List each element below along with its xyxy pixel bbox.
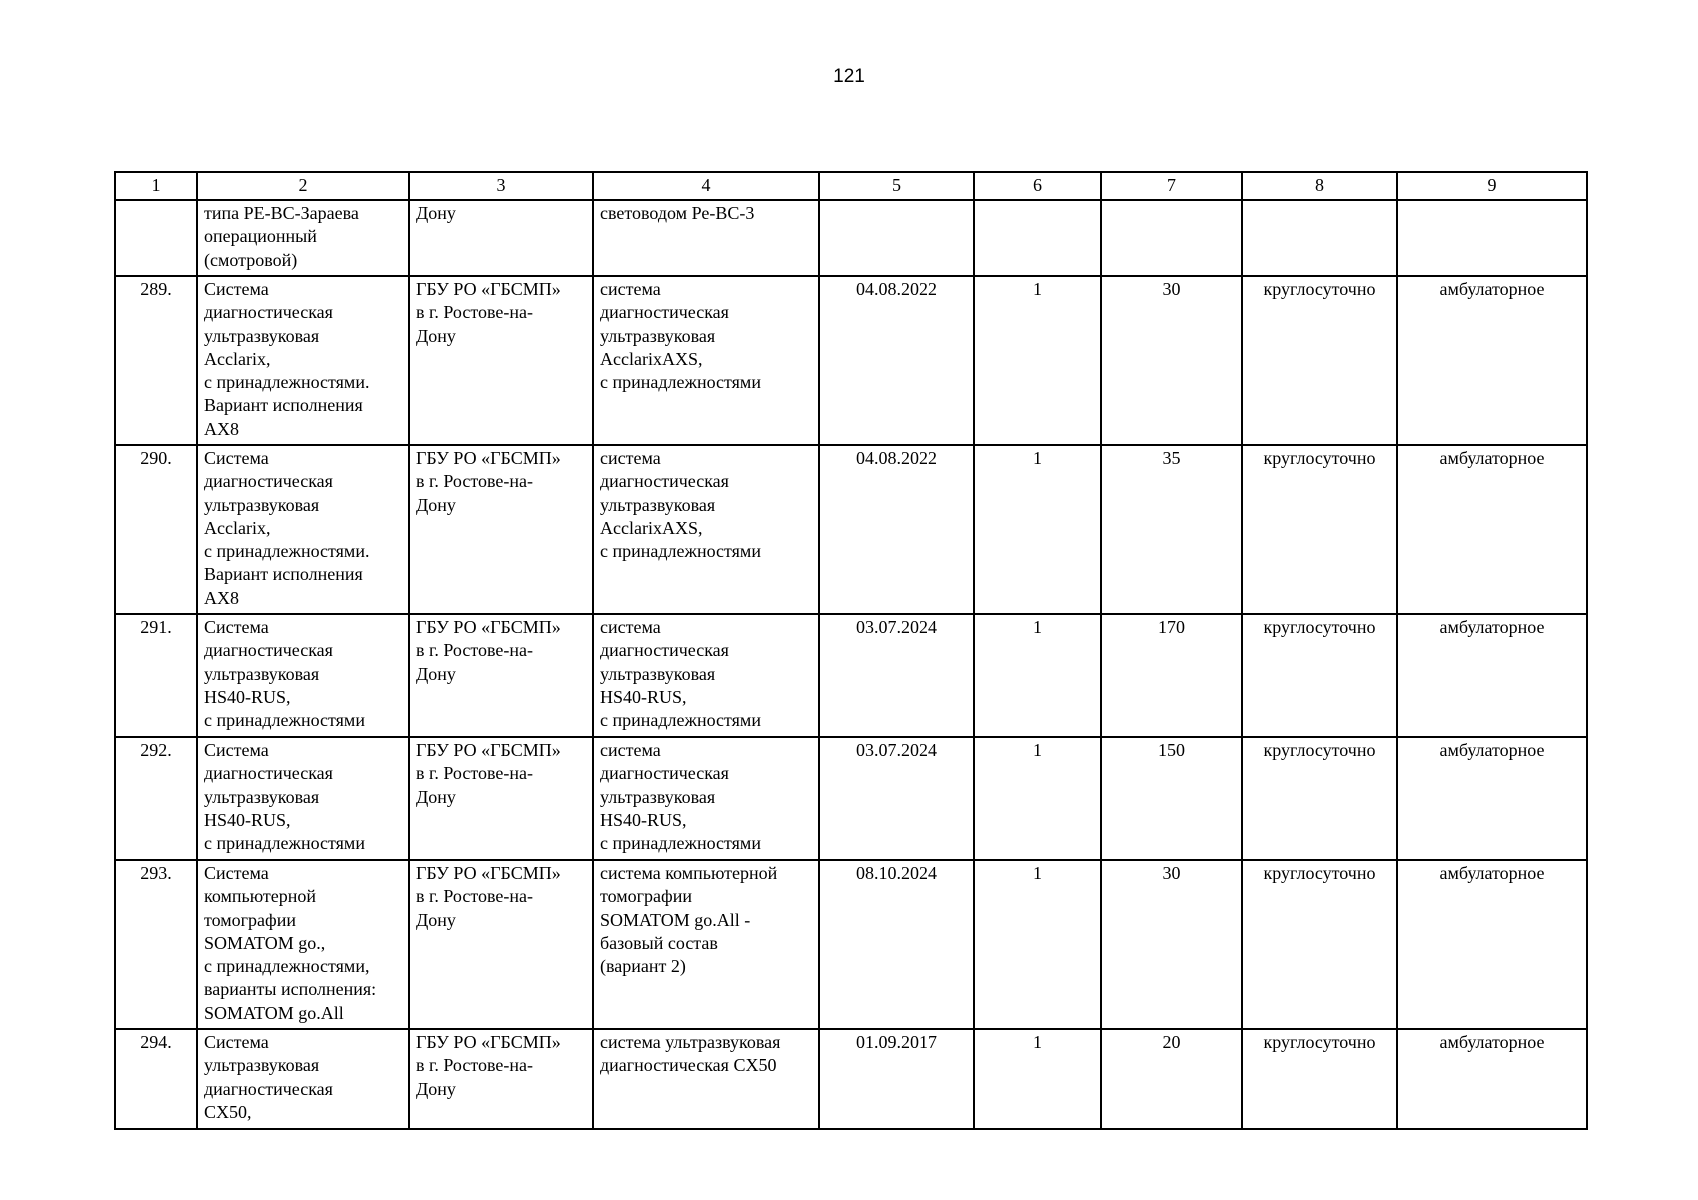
equipment-name: Система компьютерной томографии SOMATOM go., с принадлежностями, варианты исполнения: SOMATOM go.All [197, 860, 409, 1029]
header-cell-8: 8 [1242, 172, 1397, 200]
row-number: 291. [115, 614, 197, 737]
work-mode: круглосуточно [1242, 737, 1397, 860]
quantity: 1 [974, 445, 1101, 614]
work-mode [1242, 200, 1397, 276]
work-mode: круглосуточно [1242, 860, 1397, 1029]
care-type: амбулаторное [1397, 276, 1587, 445]
work-mode: круглосуточно [1242, 614, 1397, 737]
equipment-model: система диагностическая ультразвуковая HS40-RUS, с принадлежностями [593, 614, 819, 737]
equipment-model: система диагностическая ультразвуковая AcclarixAXS, с принадлежностями [593, 445, 819, 614]
table-row [115, 737, 1587, 860]
care-type: амбулаторное [1397, 860, 1587, 1029]
organization: ГБУ РО «ГБСМП» в г. Ростове-на- Дону [409, 1029, 593, 1129]
equipment-model: система ультразвуковая диагностическая CX50 [593, 1029, 819, 1129]
page-number: 121 [833, 66, 865, 87]
organization: ГБУ РО «ГБСМП» в г. Ростове-на- Дону [409, 445, 593, 614]
table-row-continuation [115, 200, 1587, 276]
load: 20 [1101, 1029, 1242, 1129]
table-row [115, 614, 1587, 737]
row-number: 292. [115, 737, 197, 860]
date: 04.08.2022 [819, 445, 974, 614]
equipment-name: Система ультразвуковая диагностическая CX50, [197, 1029, 409, 1129]
equipment-name: Система диагностическая ультразвуковая Acclarix, с принадлежностями. Вариант исполнения AX8 [197, 276, 409, 445]
work-mode: круглосуточно [1242, 1029, 1397, 1129]
organization: ГБУ РО «ГБСМП» в г. Ростове-на- Дону [409, 737, 593, 860]
date: 03.07.2024 [819, 614, 974, 737]
header-row [115, 172, 1587, 200]
equipment-name: типа PE-BC-Зараева операционный (смотровой) [197, 200, 409, 276]
equipment-name: Система диагностическая ультразвуковая Acclarix, с принадлежностями. Вариант исполнения AX8 [197, 445, 409, 614]
table-row [115, 860, 1587, 1029]
equipment-model: световодом Ре-ВС-3 [593, 200, 819, 276]
header-cell-5: 5 [819, 172, 974, 200]
header-cell-4: 4 [593, 172, 819, 200]
date: 01.09.2017 [819, 1029, 974, 1129]
load: 30 [1101, 860, 1242, 1029]
load: 150 [1101, 737, 1242, 860]
organization: ГБУ РО «ГБСМП» в г. Ростове-на- Дону [409, 276, 593, 445]
equipment-name: Система диагностическая ультразвуковая HS40-RUS, с принадлежностями [197, 737, 409, 860]
table-row [115, 1029, 1587, 1129]
load: 30 [1101, 276, 1242, 445]
care-type [1397, 200, 1587, 276]
quantity: 1 [974, 737, 1101, 860]
quantity: 1 [974, 860, 1101, 1029]
organization: ГБУ РО «ГБСМП» в г. Ростове-на- Дону [409, 860, 593, 1029]
table-row [115, 445, 1587, 614]
work-mode: круглосуточно [1242, 276, 1397, 445]
header-cell-2: 2 [197, 172, 409, 200]
row-number: 290. [115, 445, 197, 614]
row-number: 289. [115, 276, 197, 445]
date: 08.10.2024 [819, 860, 974, 1029]
date: 03.07.2024 [819, 737, 974, 860]
load: 35 [1101, 445, 1242, 614]
care-type: амбулаторное [1397, 614, 1587, 737]
load: 170 [1101, 614, 1242, 737]
row-number: 293. [115, 860, 197, 1029]
date [819, 200, 974, 276]
header-cell-6: 6 [974, 172, 1101, 200]
work-mode: круглосуточно [1242, 445, 1397, 614]
row-number: 294. [115, 1029, 197, 1129]
equipment-name: Система диагностическая ультразвуковая HS40-RUS, с принадлежностями [197, 614, 409, 737]
quantity: 1 [974, 614, 1101, 737]
header-cell-9: 9 [1397, 172, 1587, 200]
equipment-table [114, 171, 1588, 1130]
care-type: амбулаторное [1397, 737, 1587, 860]
equipment-model: система диагностическая ультразвуковая AcclarixAXS, с принадлежностями [593, 276, 819, 445]
header-cell-1: 1 [115, 172, 197, 200]
header-cell-3: 3 [409, 172, 593, 200]
quantity: 1 [974, 276, 1101, 445]
equipment-model: система диагностическая ультразвуковая HS40-RUS, с принадлежностями [593, 737, 819, 860]
row-number [115, 200, 197, 276]
organization: ГБУ РО «ГБСМП» в г. Ростове-на- Дону [409, 614, 593, 737]
date: 04.08.2022 [819, 276, 974, 445]
table-row [115, 276, 1587, 445]
equipment-model: система компьютерной томографии SOMATOM go.All - базовый состав (вариант 2) [593, 860, 819, 1029]
quantity [974, 200, 1101, 276]
care-type: амбулаторное [1397, 445, 1587, 614]
quantity: 1 [974, 1029, 1101, 1129]
header-cell-7: 7 [1101, 172, 1242, 200]
organization: Дону [409, 200, 593, 276]
load [1101, 200, 1242, 276]
care-type: амбулаторное [1397, 1029, 1587, 1129]
